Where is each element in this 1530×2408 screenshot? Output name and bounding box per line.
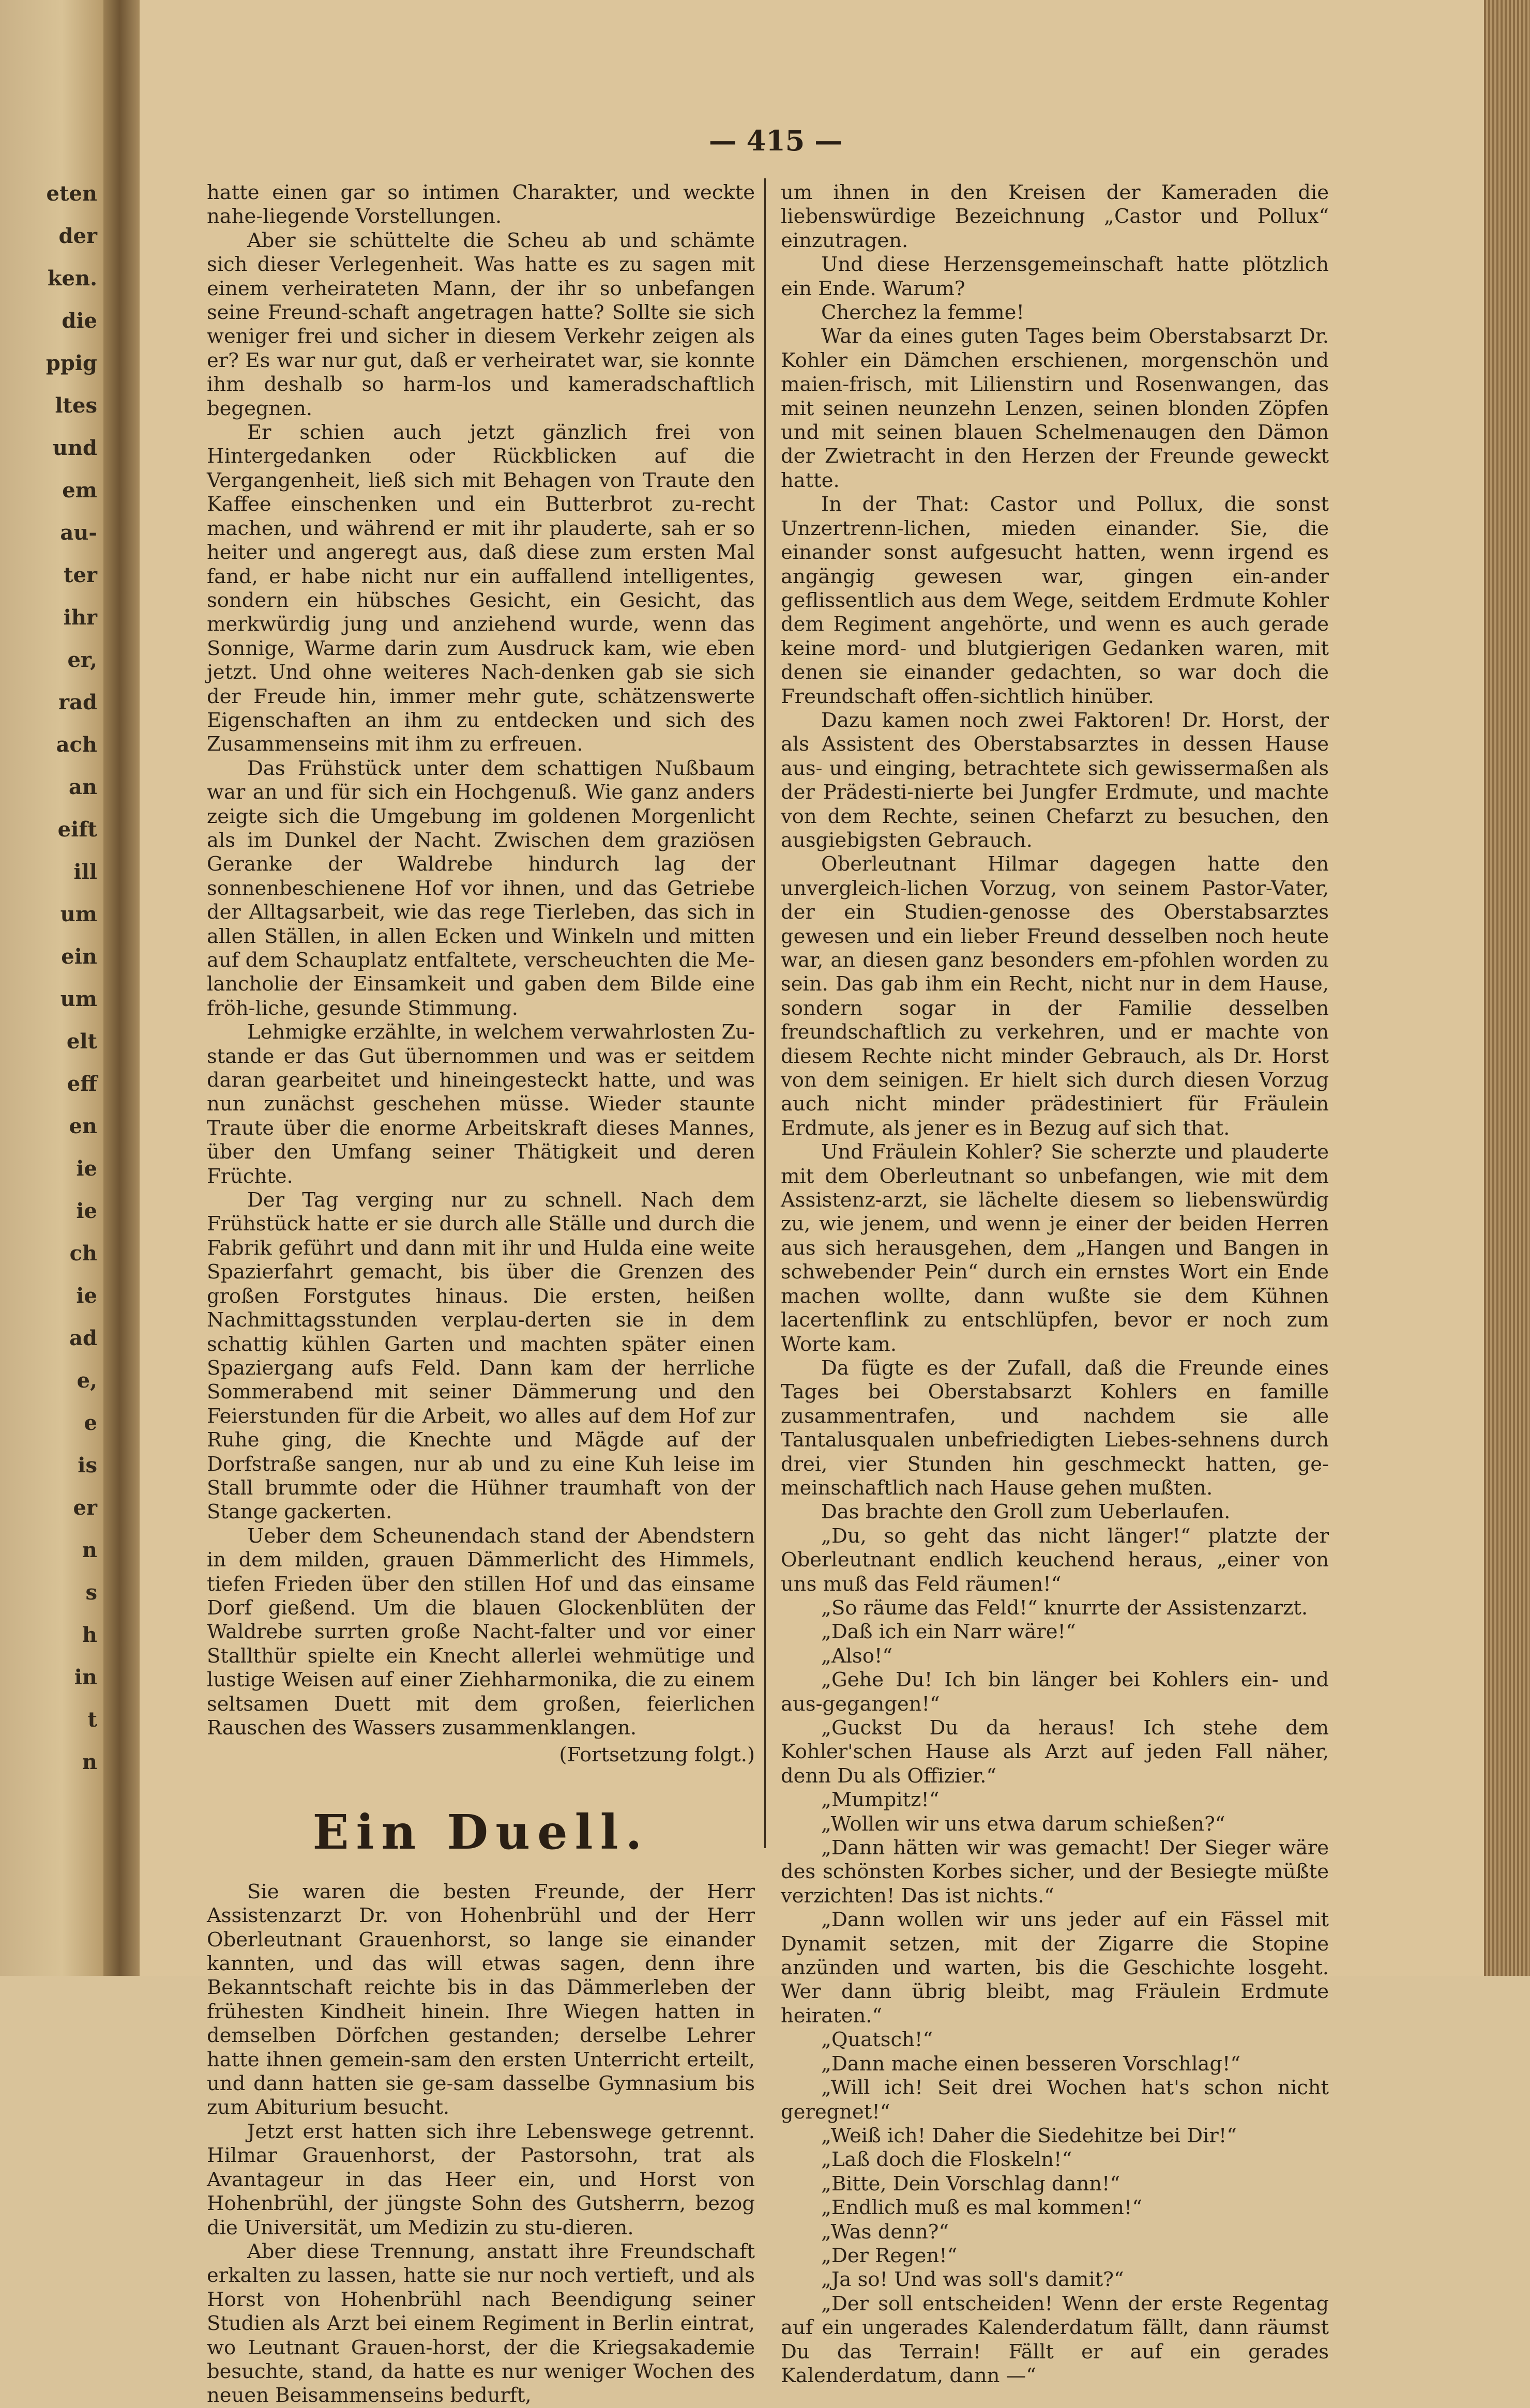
paragraph: Oberleutnant Hilmar dagegen hatte den unvergleich-lichen Vorzug, von seinem Pastor-Vater, der ein Studien-genosse des Oberstabsarztes gewesen und ein lieber Freund desselben noch heute war, an diesen ganz besonders em-pfohlen worden zu sein. Das gab ihm ein Recht, nicht nur in dem Hause, sondern sogar in der Familie desselben freundschaftlich zu verkehren, und er machte von diesem Rechte nicht minder Gebrauch, als Dr. Horst von dem seinigen. Er hielt sich durch diesen Vorzug auch nicht minder prädestiniert für Fräulein Erdmute, als jener es in Bezug auf sich that. <box>781 852 1329 1140</box>
paragraph: Aber diese Trennung, anstatt ihre Freundschaft erkalten zu lassen, hatte sie nur noch vertieft, und als Horst von Hohenbrühl nach Beendigung seiner Studien als Arzt bei einem Regiment in Berlin eintrat, wo Leutnant Grauen-horst, der die Kriegsakademie besuchte, stand, da hatte es nur weniger Wochen des neuen Beisammenseins bedurft, <box>207 2239 755 2407</box>
previous-page-edge <box>0 0 103 1976</box>
previous-page-fragment: eten <box>46 181 97 206</box>
paragraph: „Gehe Du! Ich bin länger bei Kohlers ein- und aus-gegangen!“ <box>781 1668 1329 1716</box>
paragraph: Der Tag verging nur zu schnell. Nach dem Frühstück hatte er sie durch alle Ställe und durch die Fabrik geführt und dann mit ihr und Hulda eine weite Spazierfahrt gemacht, bis über die Grenzen des großen Forstgutes hinaus. Die ersten, heißen Nachmittagsstunden verplau-derten sie in dem schattig kühlen Garten und machten später einen Spaziergang aufs Feld. Dann kam der herrliche Sommerabend mit seiner Dämmerung und den Feierstunden für die Arbeit, wo alles auf dem Hof zur Ruhe ging, die Knechte und Mägde auf der Dorfstraße sangen, nur ab und zu eine Kuh leise im Stall brummte oder die Hühner traumhaft von der Stange gackerten. <box>207 1188 755 1524</box>
paragraph: „Weiß ich! Daher die Siedehitze bei Dir!“ <box>821 2124 1237 2147</box>
previous-page-fragment: e <box>84 1411 97 1435</box>
page-number: — 415 — <box>708 124 843 157</box>
previous-page-fragment: ihr <box>63 605 97 630</box>
previous-page-fragment: um <box>60 902 97 926</box>
paragraph: „Wollen wir uns etwa darum schießen?“ <box>821 1812 1225 1836</box>
column-rule <box>764 178 766 1848</box>
previous-page-fragment: rad <box>58 690 97 714</box>
previous-page-fragment: ltes <box>55 393 97 418</box>
previous-page-fragment: t <box>87 1708 97 1732</box>
previous-page-fragment: um <box>60 987 97 1011</box>
previous-page-fragment: eift <box>57 817 97 842</box>
paragraph: „Der Regen!“ <box>821 2244 958 2267</box>
paragraph: Jetzt erst hatten sich ihre Lebenswege getrennt. Hilmar Grauenhorst, der Pastorsohn, trat als Avantageur in das Heer ein, und Horst von Hohenbrühl, der jüngste Sohn des Gutsherrn, bezog die Universität, um Medizin zu stu-dieren. <box>207 2120 755 2239</box>
previous-page-fragment: ken. <box>47 266 97 291</box>
paragraph: „Laß doch die Floskeln!“ <box>821 2148 1072 2172</box>
previous-page-fragment: au- <box>60 521 97 545</box>
paragraph: Und Fräulein Kohler? Sie scherzte und plauderte mit dem Oberleutnant so unbefangen, wie mit dem Assistenz-arzt, sie lächelte diesem so liebenswürdig zu, wie jenem, und wenn je einer der beiden Herren aus sich herausgehen, dem „Hangen und Bangen in schwebender Pein“ durch ein ernstes Wort ein Ende machen wollte, dann wußte sie dem Kühnen lacertenflink zu entschlüpfen, bevor er noch zum Worte kam. <box>781 1140 1329 1356</box>
paragraph: „Bitte, Dein Vorschlag dann!“ <box>821 2172 1120 2196</box>
paragraph: „Quatsch!“ <box>821 2028 933 2052</box>
right-column <box>781 181 1329 2388</box>
paragraph: „Was denn?“ <box>821 2220 949 2244</box>
previous-page-fragment: an <box>69 775 97 799</box>
previous-page-fragment: und <box>52 436 97 460</box>
previous-page-fragment: der <box>58 224 97 248</box>
paragraph: „Also!“ <box>821 1644 893 1668</box>
continuation-note: (Fortsetzung folgt.) <box>559 1743 755 1767</box>
page-stack-edge <box>1484 0 1530 1976</box>
paragraph: Da fügte es der Zufall, daß die Freunde eines Tages bei Oberstabsarzt Kohlers en famille zusammentrafen, und nachdem sie alle Tantalusqualen unbefriedigten Liebes-sehnens durch drei, vier Stunden hin geschmeckt hatten, ge-meinschaftlich nach Hause gehen mußten. <box>781 1356 1329 1500</box>
previous-page-fragment: ter <box>64 563 97 587</box>
previous-page-fragment: eff <box>67 1072 97 1096</box>
previous-page-fragment: ch <box>69 1241 97 1266</box>
previous-page-fragment: e, <box>77 1368 97 1393</box>
paragraph: „Endlich muß es mal kommen!“ <box>821 2196 1143 2220</box>
paragraph: „So räume das Feld!“ knurrte der Assistenzarzt. <box>821 1596 1308 1620</box>
previous-page-fragment: s <box>85 1580 97 1605</box>
paragraph: „Mumpitz!“ <box>821 1788 940 1812</box>
previous-page-fragment: ie <box>76 1156 97 1181</box>
previous-page-fragment: ach <box>56 733 97 757</box>
paragraph: „Der soll entscheiden! Wenn der erste Regentag auf ein ungerades Kalenderdatum fällt, dann räumst Du das Terrain! Fällt er auf ein gerades Kalenderdatum, dann —“ <box>781 2292 1329 2387</box>
previous-page-fragment: h <box>82 1623 97 1647</box>
previous-page-fragment: er <box>73 1496 97 1520</box>
paragraph: „Will ich! Seit drei Wochen hat's schon nicht geregnet!“ <box>781 2076 1329 2124</box>
paragraph: Sie waren die besten Freunde, der Herr Assistenzarzt Dr. von Hohenbrühl und der Herr Oberleutnant Grauenhorst, so lange sie einander kannten, und das will etwas sagen, denn ihre Bekanntschaft reichte bis in das Dämmerleben der frühesten Kindheit hinein. Ihre Wiegen hatten in demselben Dörfchen gestanden; derselbe Lehrer hatte ihnen gemein-sam den ersten Unterricht erteilt, und dann hatten sie ge-sam dasselbe Gymnasium bis zum Abiturium besucht. <box>207 1880 755 2120</box>
previous-page-fragment: ill <box>73 860 97 884</box>
story-title: Ein Duell. <box>312 1804 649 1860</box>
paragraph: Das brachte den Groll zum Ueberlaufen. <box>821 1500 1231 1524</box>
paragraph: Ueber dem Scheunendach stand der Abendstern in dem milden, grauen Dämmerlicht des Himmels, tiefen Frieden über den stillen Hof und das einsame Dorf gießend. Um die blauen Glockenblüten der Waldrebe surrten große Nacht-falter und vor einer Stallthür spielte ein Knecht allerlei wehmütige und lustige Weisen auf einer Ziehharmonika, die zu einem seltsamen Duett mit dem großen, feierlichen Rauschen des Wassers zusammenklangen. <box>207 1524 755 1740</box>
paragraph: Das Frühstück unter dem schattigen Nußbaum war an und für sich ein Hochgenuß. Wie ganz anders zeigte sich die Umgebung im goldenen Morgenlicht als im Dunkel der Nacht. Zwischen dem graziösen Geranke der Waldrebe hindurch lag der sonnenbeschienene Hof vor ihnen, und das Getriebe der Alltagsarbeit, wie das rege Tierleben, das sich in allen Ställen, in allen Ecken und Winkeln und mitten auf dem Schauplatz entfaltete, verscheuchten die Me-lancholie der Einsamkeit und gaben dem Bilde eine fröh-liche, gesunde Stimmung. <box>207 756 755 1020</box>
paragraph: hatte einen gar so intimen Charakter, und weckte nahe-liegende Vorstellungen. <box>207 181 755 228</box>
previous-page-fragment: em <box>62 478 97 502</box>
paragraph: „Ja so! Und was soll's damit?“ <box>821 2268 1124 2292</box>
book-gutter <box>103 0 140 1976</box>
paragraph: War da eines guten Tages beim Oberstabsarzt Dr. Kohler ein Dämchen erschienen, morgenschön und maien-frisch, mit Lilienstirn und Rosenwangen, das mit seinen neunzehn Lenzen, seinen blonden Zöpfen und mit seinen blauen Schelmenaugen den Dämon der Zwietracht in den Herzen der Freunde geweckt hatte. <box>781 325 1329 492</box>
previous-page-fragment: in <box>74 1665 97 1689</box>
previous-page-fragment: n <box>82 1750 97 1774</box>
paragraph: Lehmigke erzählte, in welchem verwahrlosten Zu-stande er das Gut übernommen und was er seitdem daran gearbeitet und hineingesteckt hatte, und was nun zunächst geschehen müsse. Wieder staunte Traute über die enorme Arbeitskraft dieses Mannes, über den Umfang seiner Thätigkeit und deren Früchte. <box>207 1020 755 1188</box>
previous-page-fragment: en <box>69 1114 97 1138</box>
paragraph: Aber sie schüttelte die Scheu ab und schämte sich dieser Verlegenheit. Was hatte es zu sagen mit einem verheirateten Mann, der ihr so unbefangen seine Freund-schaft angetragen hatte? Sollte sie sich weniger frei und sicher in diesem Verkehr zeigen als er? Es war nur gut, daß er verheiratet war, sie konnte ihm deshalb so harm-los und kameradschaftlich begegnen. <box>207 228 755 420</box>
previous-page-fragment: ein <box>61 944 97 969</box>
paragraph: „Du, so geht das nicht länger!“ platzte der Oberleutnant endlich keuchend heraus, „einer von uns muß das Feld räumen!“ <box>781 1524 1329 1596</box>
left-column <box>207 181 755 2408</box>
previous-page-fragment: die <box>62 309 97 333</box>
previous-page-fragment: ad <box>69 1326 97 1350</box>
paragraph: Dazu kamen noch zwei Faktoren! Dr. Horst, der als Assistent des Oberstabsarztes in dessen Hause aus- und einging, betrachtete sich gewissermaßen als der Prädesti-nierte bei Jungfer Erdmute, und machte von dem Rechte, seinen Chefarzt zu besuchen, den ausgiebigsten Gebrauch. <box>781 708 1329 852</box>
previous-page-fragment: ppig <box>46 351 97 375</box>
previous-page-fragment: elt <box>66 1029 97 1054</box>
paragraph: um ihnen in den Kreisen der Kameraden die liebenswürdige Bezeichnung „Castor und Pollux“ einzutragen. <box>781 181 1329 252</box>
paragraph: „Dann hätten wir was gemacht! Der Sieger wäre des schönsten Korbes sicher, und der Besiegte müßte verzichten! Das ist nichts.“ <box>781 1836 1329 1908</box>
paragraph: „Daß ich ein Narr wäre!“ <box>821 1620 1076 1644</box>
paragraph: „Dann wollen wir uns jeder auf ein Fässel mit Dynamit setzen, mit der Zigarre die Stopine anzünden und warten, bis die Geschichte losgeht. Wer dann übrig bleibt, mag Fräulein Erdmute heiraten.“ <box>781 1908 1329 2028</box>
paragraph: „Guckst Du da heraus! Ich stehe dem Kohler'schen Hause als Arzt auf jeden Fall näher, denn Du als Offizier.“ <box>781 1716 1329 1788</box>
previous-page-fragment: is <box>78 1453 97 1477</box>
paragraph: „Dann mache einen besseren Vorschlag!“ <box>821 2052 1241 2076</box>
paragraph: Er schien auch jetzt gänzlich frei von Hintergedanken oder Rückblicken auf die Vergangenheit, ließ sich mit Behagen von Traute den Kaffee einschenken und ein Butterbrot zu-recht machen, und während er mit ihr plauderte, sah er so heiter und angeregt aus, daß diese zum ersten Mal fand, er habe nicht nur ein auffallend intelligentes, sondern ein hübsches Gesicht, ein Gesicht, das merkwürdig jung und anziehend wurde, wenn das Sonnige, Warme darin zum Ausdruck kam, wie eben jetzt. Und ohne weiteres Nach-denken gab sie sich der Freude hin, immer mehr gute, schätzenswerte Eigenschaften an ihm zu entdecken und sich des Zusammenseins mit ihm zu erfreuen. <box>207 421 755 756</box>
paragraph: Und diese Herzensgemeinschaft hatte plötzlich ein Ende. Warum? <box>781 253 1329 300</box>
previous-page-fragment: ie <box>76 1199 97 1223</box>
previous-page-fragment: ie <box>76 1284 97 1308</box>
paragraph: In der That: Castor und Pollux, die sonst Unzertrenn-lichen, mieden einander. Sie, die einander sonst aufgesucht hatten, wenn irgend es angängig gewesen war, gingen ein-ander geflissentlich aus dem Wege, seitdem Erdmute Kohler dem Regiment angehörte, und wenn es auch gerade keine mord- und blutgierigen Gedanken waren, mit denen sie einander gedachten, so war doch die Freundschaft offen-sichtlich hinüber. <box>781 493 1329 708</box>
previous-page-fragment: er, <box>67 648 97 672</box>
previous-page-fragment: n <box>82 1538 97 1562</box>
paragraph: Cherchez la femme! <box>821 301 1024 325</box>
